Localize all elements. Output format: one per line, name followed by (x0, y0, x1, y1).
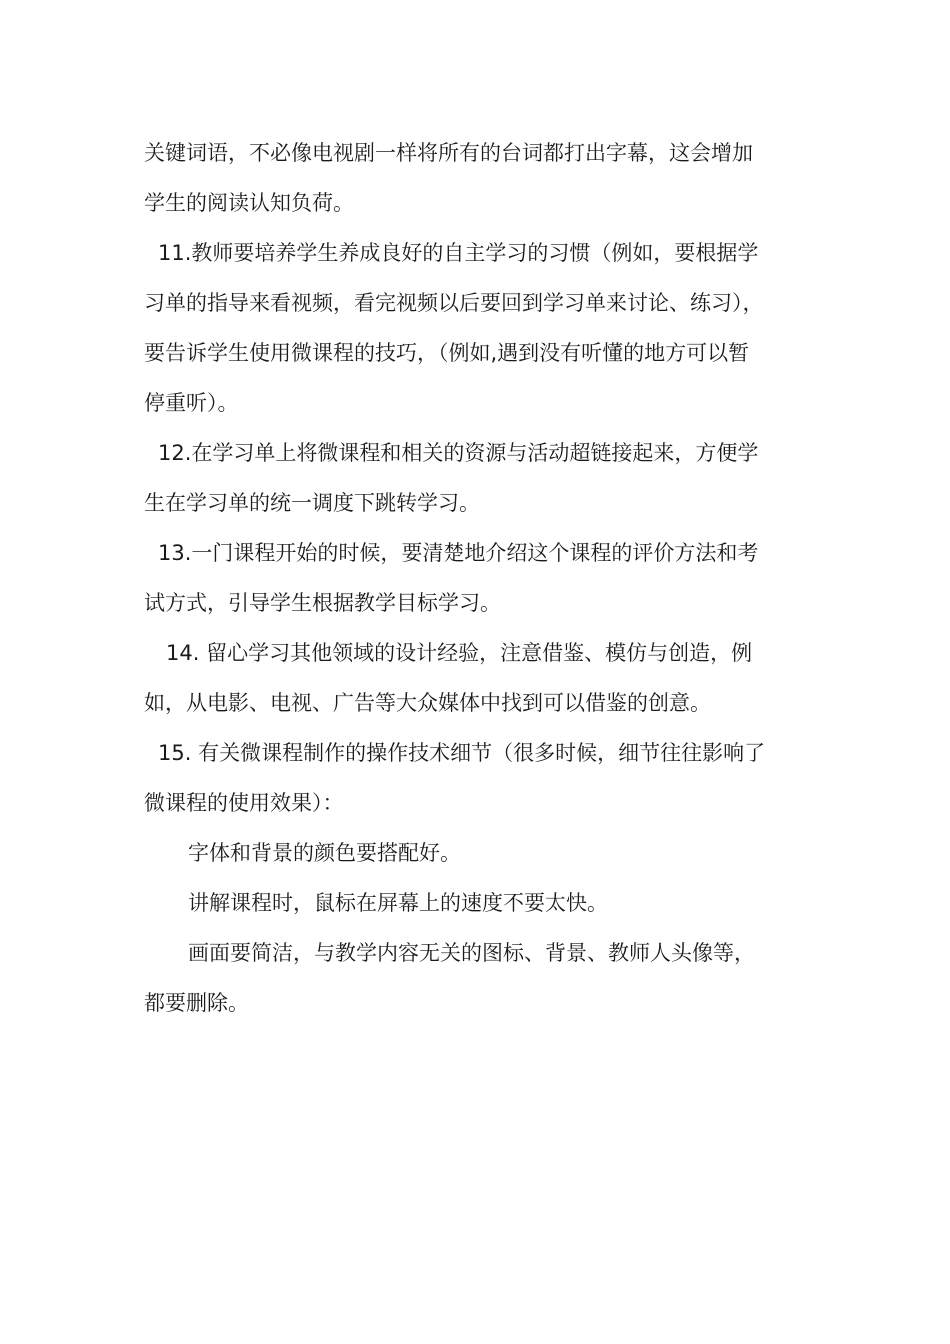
text-line: 微课程的使用效果）： (144, 791, 344, 815)
sub-item-font-color: 字体和背景的颜色要搭配好。 (188, 841, 461, 865)
text-line: 习单的指导来看视频，看完视频以后要回到学习单来讨论、练习）， (144, 291, 764, 315)
list-item-11: 11.教师要培养学生养成良好的自主学习的习惯（例如，要根据学 (158, 241, 759, 265)
text-line: 关键词语，不必像电视剧一样将所有的台词都打出字幕，这会增加 (144, 141, 753, 165)
text-line: 停重听）。 (144, 391, 239, 415)
text-line: 学生的阅读认知负荷。 (144, 191, 354, 215)
sub-item-mouse-speed: 讲解课程时，鼠标在屏幕上的速度不要太快。 (188, 891, 608, 915)
text-line: 生在学习单的统一调度下跳转学习。 (144, 491, 480, 515)
text-line: 都要删除。 (144, 991, 249, 1015)
sub-item-clean-screen: 画面要简洁，与教学内容无关的图标、背景、教师人头像等， (188, 941, 755, 965)
document-body (144, 128, 814, 1028)
list-item-14: 14. 留心学习其他领域的设计经验，注意借鉴、模仿与创造，例 (166, 641, 753, 665)
list-item-12: 12.在学习单上将微课程和相关的资源与活动超链接起来，方便学 (158, 441, 759, 465)
text-line: 试方式，引导学生根据教学目标学习。 (144, 591, 501, 615)
text-line: 要告诉学生使用微课程的技巧，（例如,遇到没有听懂的地方可以暂 (144, 341, 750, 365)
text-line: 如，从电影、电视、广告等大众媒体中找到可以借鉴的创意。 (144, 691, 711, 715)
list-item-15: 15. 有关微课程制作的操作技术细节（很多时候，细节往往影响了 (158, 741, 766, 765)
list-item-13: 13.一门课程开始的时候，要清楚地介绍这个课程的评价方法和考 (158, 541, 759, 565)
